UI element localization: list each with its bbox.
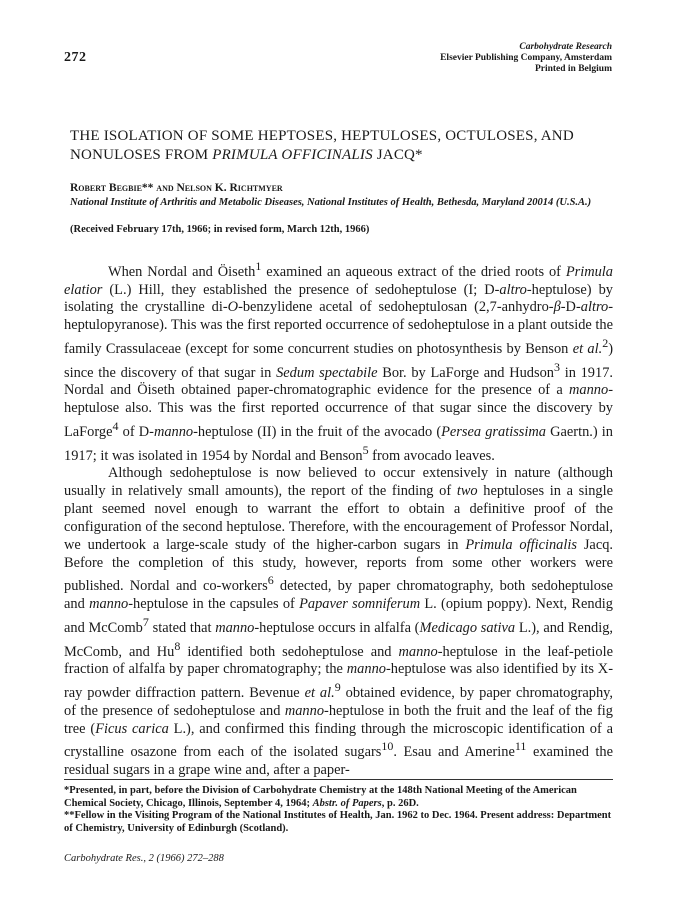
ref-superscript: 2 xyxy=(602,336,609,351)
italic-text: manno xyxy=(398,643,438,660)
text-run: from avocado leaves. xyxy=(368,447,495,464)
text-run: examined an aqueous extract of the dried roots of xyxy=(261,263,566,280)
italic-text: et al. xyxy=(304,684,335,701)
italic-text: manno xyxy=(215,619,255,636)
italic-text: O xyxy=(227,299,239,316)
italic-text: altro xyxy=(499,281,527,298)
italic-text: Sedum spectabile xyxy=(276,364,378,381)
text-run: -heptulose in both the fruit and the leaf of the fig tree ( xyxy=(64,702,613,737)
title-end: JACQ* xyxy=(376,147,423,163)
text-run: identified both sedoheptulose and xyxy=(180,643,399,660)
text-run: . Esau and Amerine xyxy=(393,744,515,761)
text-run: *Presented, in part, before the Division of Carbohydrate Chemistry at the 148th National Meeting of the American Chemical Society, Chicago, Illinois, September 4, 1964; xyxy=(64,785,577,809)
text-run: Gaertn.) in 1917; it was isolated in 1954 by Nordal and Benson xyxy=(64,423,613,464)
text-run: examined the residual sugars in a grape wine and, after a paper- xyxy=(64,744,614,779)
text-run: -D- xyxy=(560,299,581,316)
text-run: L.), and confirmed this finding through the microscopic identification of a crystalline osazone from each of the isolated sugars xyxy=(64,720,613,761)
text-run: -heptulose in the leaf-petiole fraction of alfalfa by paper chromatography; the xyxy=(64,643,613,678)
text-run: -heptulose also. This was the first reported occurrence of that sugar since the discovery by LaForge xyxy=(64,382,613,440)
footnote-divider xyxy=(64,779,613,780)
text-run: -heptulose was also identified by its X-ray powder diffraction pattern. Bevenue xyxy=(64,661,613,701)
ref-superscript: 10 xyxy=(381,739,394,754)
ref-superscript: 7 xyxy=(142,614,149,629)
article-body xyxy=(64,258,613,780)
text-run: stated that xyxy=(148,619,216,636)
text-run: Bor. by LaForge and Hudson xyxy=(377,364,554,381)
title-main: THE ISOLATION OF SOME HEPTOSES, HEPTULOSES, OCTULOSES, AND NONULOSES FROM xyxy=(70,128,574,163)
text-run: When Nordal and Öiseth xyxy=(108,263,256,280)
footnotes xyxy=(64,785,613,836)
text-run: ) since the discovery of that sugar in xyxy=(64,340,613,381)
text-run: obtained evidence, by paper chromatography, of the presence of sedoheptulose and xyxy=(64,684,614,719)
authors: Robert Begbie** and Nelson K. Richtmyer xyxy=(70,182,283,194)
italic-text: Primula elatior xyxy=(64,263,613,298)
text-run: detected, by paper chromatography, both sedoheptulose and xyxy=(64,578,613,613)
italic-text: Abstr. of Papers xyxy=(312,797,382,809)
journal-citation: Carbohydrate Res., 2 (1966) 272–288 xyxy=(64,853,224,864)
printed-in: Printed in Belgium xyxy=(534,64,612,74)
text-run: L.), and Rendig, McComb, and Hu xyxy=(64,619,614,660)
italic-text: manno xyxy=(346,661,386,678)
page-number: 272 xyxy=(64,50,87,65)
ref-superscript: 6 xyxy=(267,573,274,588)
italic-text: two xyxy=(456,483,478,500)
text-run: of D- xyxy=(118,423,154,440)
ref-superscript: 9 xyxy=(334,680,341,695)
italic-text: Ficus carica xyxy=(95,720,169,737)
ref-superscript: 11 xyxy=(514,739,527,754)
italic-text: manno xyxy=(569,382,609,399)
title-species: PRIMULA OFFICINALIS xyxy=(212,147,373,163)
text-run: -heptulose (II) in the fruit of the avocado ( xyxy=(193,423,442,440)
received-dates: (Received February 17th, 1966; in revised form, March 12th, 1966) xyxy=(70,224,370,235)
italic-text: manno xyxy=(284,702,325,719)
footnote-fellow: **Fellow in the Visiting Program of the National Institutes of Health, Jan. 1962 to Dec. 1964. Present address: Department of Chemistry, University of Edinburgh (Scotland). xyxy=(64,810,612,835)
italic-text: et al. xyxy=(572,340,603,357)
italic-text: altro xyxy=(580,299,609,316)
italic-text: manno xyxy=(153,423,194,440)
article-title xyxy=(70,127,610,165)
ref-superscript: 5 xyxy=(362,442,369,457)
italic-text: manno xyxy=(89,596,129,613)
text-run: -heptulose) by isolating the crystalline di- xyxy=(64,281,613,316)
text-run: -heptulose occurs in alfalfa ( xyxy=(254,619,420,636)
text-run: Jacq. Before the completion of this study, however, reports from some other workers were published. Nordal and co-workers xyxy=(64,536,614,595)
italic-text: Persea gratissima xyxy=(441,423,546,440)
footnote-presented xyxy=(64,785,613,810)
italic-text: Medicago sativa xyxy=(419,619,516,636)
body-paragraph-1 xyxy=(64,258,613,465)
italic-text: Papaver somniferum xyxy=(299,596,421,613)
text-run: heptuloses in a single plant seemed novel enough to warrant the effort to obtain a definitive proof of the configuration of the second heptulose. Therefore, with the encouragement of Professor Nordal, we undertook a large-scale study of the higher-carbon sugars in xyxy=(64,483,613,553)
text-run: L. (opium poppy). Next, Rendig and McComb xyxy=(64,596,613,636)
publisher-block xyxy=(440,42,612,75)
text-run: (L.) Hill, they established the presence of sedoheptulose (I; D- xyxy=(102,281,500,298)
text-run: -heptulopyranose). This was the first reported occurrence of sedoheptulose in a plant outside the family Crassulaceae (except for some concurrent studies on photosynthesis by Benson xyxy=(64,299,613,357)
ref-superscript: 3 xyxy=(553,359,560,374)
body-paragraph-2 xyxy=(64,465,613,779)
ref-superscript: 1 xyxy=(255,259,262,273)
italic-text: β xyxy=(553,299,561,316)
publisher-name: Elsevier Publishing Company, Amsterdam xyxy=(440,53,612,63)
journal-name: Carbohydrate Research xyxy=(519,42,612,52)
text-run: , p. 26D. xyxy=(381,797,419,809)
ref-superscript: 8 xyxy=(174,638,181,653)
text-run: -benzylidene acetal of sedoheptulosan (2,7-anhydro- xyxy=(238,299,554,316)
italic-text: Primula officinalis xyxy=(465,536,577,553)
affiliation: National Institute of Arthritis and Metabolic Diseases, National Institutes of Health, Bethesda, Maryland 20014 (U.S.A.) xyxy=(70,197,592,208)
text-run: in 1917. Nordal and Öiseth obtained paper-chromatographic evidence for the presence of a xyxy=(64,364,613,399)
ref-superscript: 4 xyxy=(112,419,119,434)
text-run: -heptulose in the capsules of xyxy=(128,596,300,613)
text-run: Although sedoheptulose is now believed to occur extensively in nature (although usually in relatively small amounts), the report of the finding of xyxy=(64,465,613,500)
